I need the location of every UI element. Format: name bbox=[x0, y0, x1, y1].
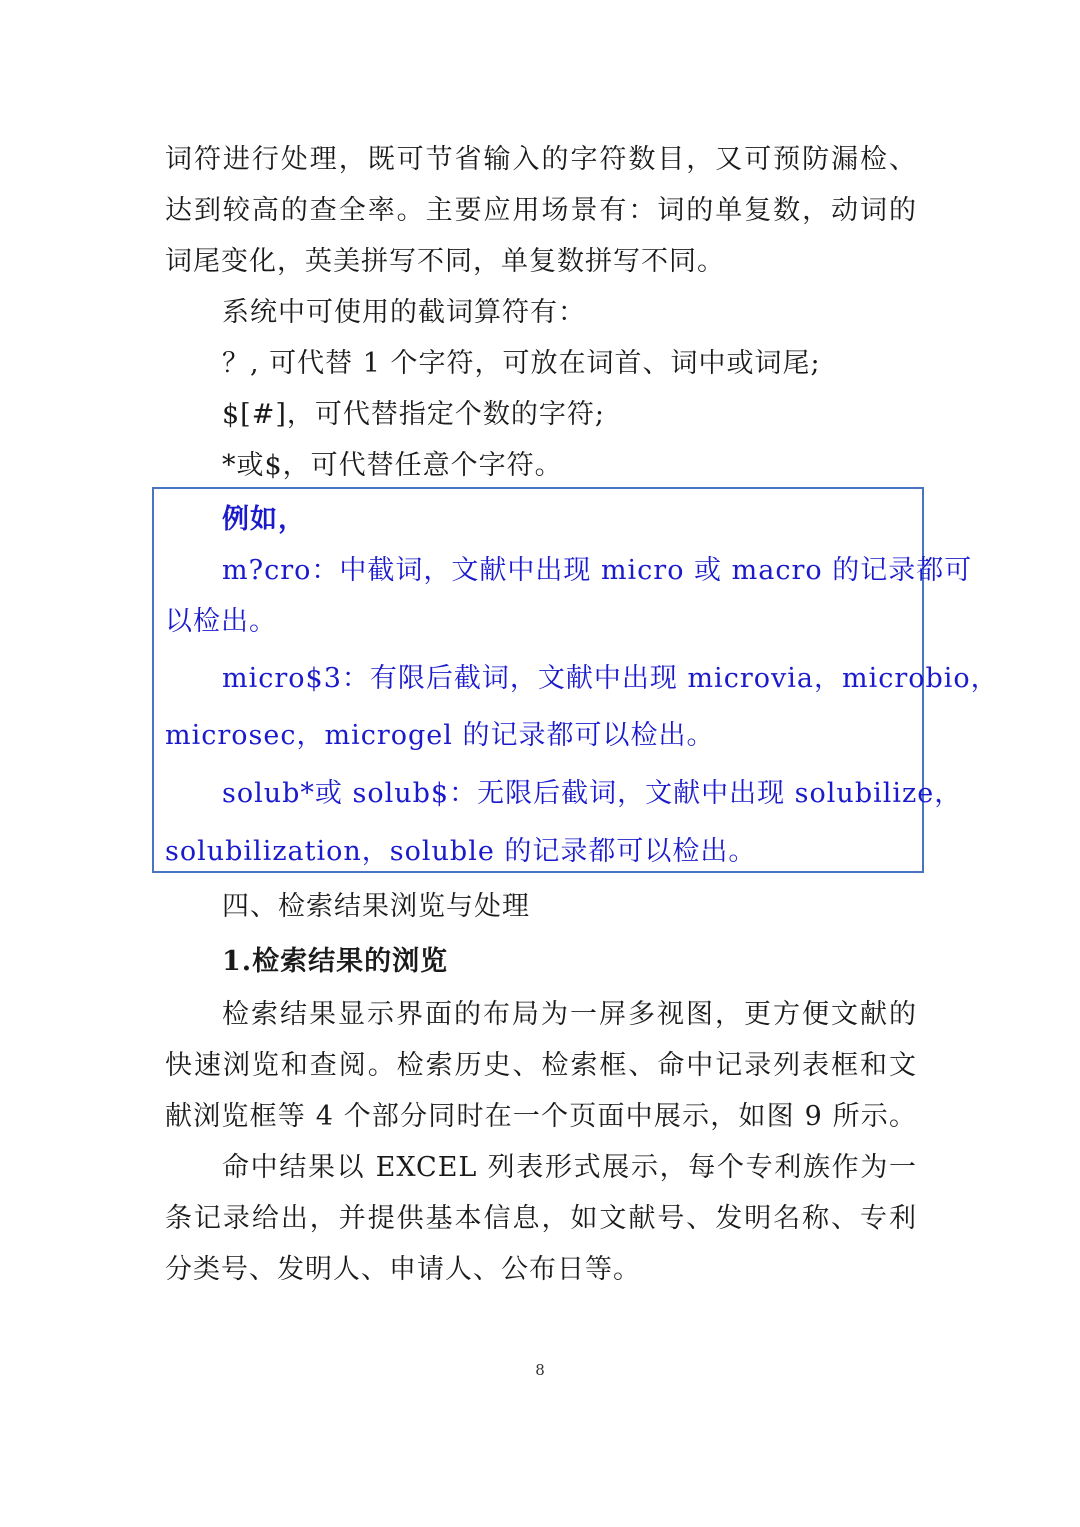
paragraph-line: 达到较高的查全率。主要应用场景有：词的单复数，动词的 bbox=[165, 195, 917, 226]
paragraph-line: 献浏览框等 4 个部分同时在一个页面中展示，如图 9 所示。 bbox=[165, 1101, 917, 1132]
example-line: m?cro：中截词，文献中出现 micro 或 macro 的记录都可 bbox=[222, 555, 973, 586]
operator-item: *或$，可代替任意个字符。 bbox=[222, 450, 563, 481]
example-title: 例如， bbox=[222, 504, 306, 535]
example-line: solub*或 solub$：无限后截词，文献中出现 solubilize， bbox=[222, 778, 963, 809]
example-line: micro$3：有限后截词，文献中出现 microvia，microbio， bbox=[222, 663, 999, 694]
operator-item: $[#]，可代替指定个数的字符; bbox=[222, 399, 605, 430]
section-heading: 四、检索结果浏览与处理 bbox=[222, 891, 530, 922]
paragraph-line: 词符进行处理，既可节省输入的字符数目，又可预防漏检、 bbox=[165, 144, 917, 175]
operator-item: ？, 可代替 1 个字符，可放在词首、词中或词尾; bbox=[222, 348, 821, 379]
paragraph-line: 分类号、发明人、申请人、公布日等。 bbox=[165, 1254, 641, 1285]
paragraph-line: 快速浏览和查阅。检索历史、检索框、命中记录列表框和文 bbox=[165, 1050, 917, 1081]
example-line: microsec，microgel 的记录都可以检出。 bbox=[165, 720, 715, 751]
operators-intro: 系统中可使用的截词算符有： bbox=[222, 297, 586, 328]
paragraph-line: 条记录给出，并提供基本信息，如文献号、发明名称、专利 bbox=[165, 1203, 917, 1234]
example-line: solubilization，soluble 的记录都可以检出。 bbox=[165, 836, 757, 867]
example-line: 以检出。 bbox=[165, 606, 277, 637]
section-subheading: 1.检索结果的浏览 bbox=[222, 946, 449, 977]
paragraph-line: 检索结果显示界面的布局为一屏多视图，更方便文献的 bbox=[222, 999, 917, 1030]
paragraph-line: 词尾变化，英美拼写不同，单复数拼写不同。 bbox=[165, 246, 725, 277]
paragraph-line: 命中结果以 EXCEL 列表形式展示，每个专利族作为一 bbox=[222, 1152, 917, 1183]
page-number: 8 bbox=[535, 1361, 545, 1379]
